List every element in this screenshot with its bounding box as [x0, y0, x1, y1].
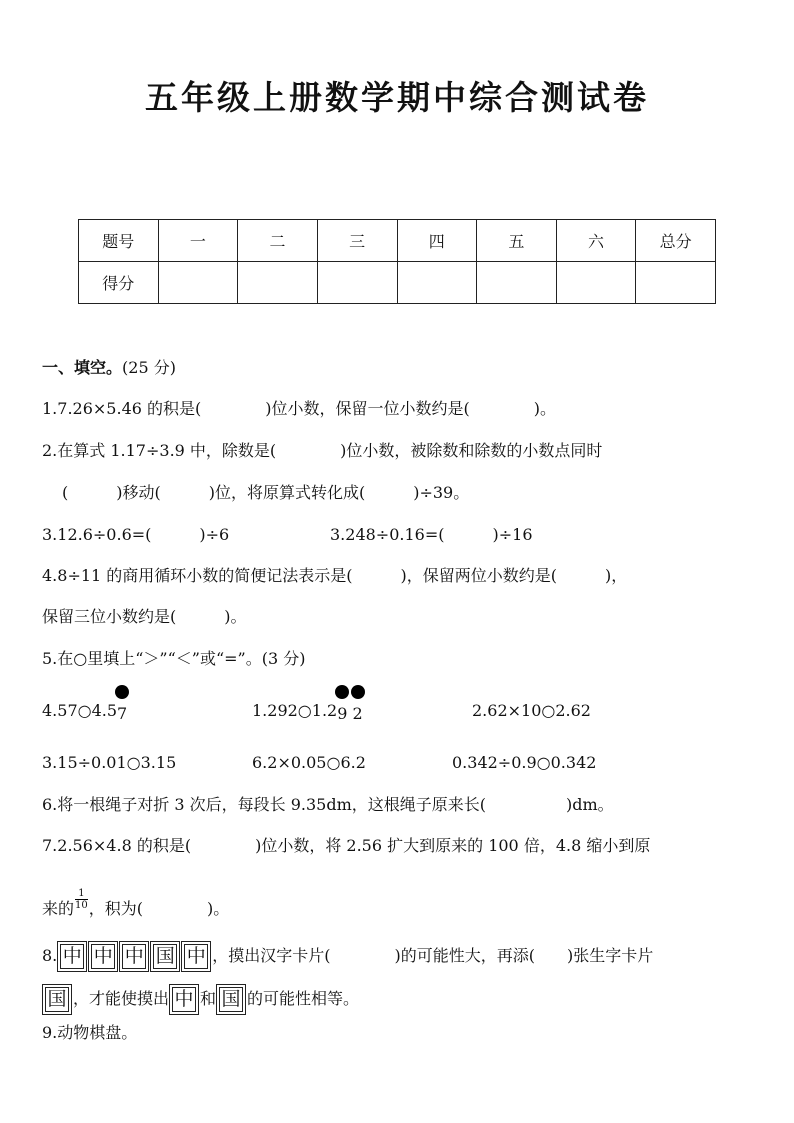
score-cell[interactable] [556, 262, 636, 304]
question-9: 9.动物棋盘。 [42, 1023, 138, 1042]
header-cell: 五 [477, 220, 557, 262]
repeating-digit: 2 [353, 700, 363, 722]
header-cell: 四 [397, 220, 477, 262]
question-5: 5.在○里填上“＞”“＜”或“=”。(3 分) [42, 649, 306, 668]
score-table [78, 219, 716, 304]
score-cell[interactable] [317, 262, 397, 304]
char-card: 中 [119, 941, 149, 972]
char-card: 国 [150, 941, 180, 972]
header-cell: 二 [238, 220, 318, 262]
question-2-line-1: 2.在算式 1.17÷3.9 中，除数是( )位小数，被除数和除数的小数点同时 [42, 441, 603, 460]
repeating-dot-icon [335, 685, 349, 699]
question-7-line-2: 来的 $\frac{1}{10}$ ，积为( )。 [42, 888, 230, 918]
question-3-part-b: 3.248÷0.16=( )÷16 [330, 525, 533, 544]
score-cell[interactable] [238, 262, 318, 304]
header-cell: 总分 [636, 220, 716, 262]
score-cell[interactable] [477, 262, 557, 304]
char-card: 中 [169, 984, 199, 1015]
question-1: 1.7.26×5.46 的积是( )位小数，保留一位小数约是( )。 [42, 399, 556, 418]
section-points: (25 分) [122, 358, 176, 377]
score-table-score-row [79, 262, 716, 304]
compare-expr: 4.57○4.5 [42, 701, 118, 720]
compare-expr: 1.292○1.2 [252, 701, 338, 720]
score-table-header-row [79, 220, 716, 262]
repeating-dot-icon [351, 685, 365, 699]
compare-item-b [252, 700, 363, 722]
question-2-line-2: ( )移动( )位，将原算式转化成( )÷39。 [62, 483, 470, 502]
section-heading [42, 357, 176, 379]
char-card: 中 [181, 941, 211, 972]
repeating-digit: 7 [117, 700, 127, 722]
header-cell: 三 [317, 220, 397, 262]
question-7-line-1: 7.2.56×4.8 的积是( )位小数，将 2.56 扩大到原来的 100 倍，4.8 缩小到原 [42, 836, 651, 855]
page-title: 五年级上册数学期中综合测试卷 [145, 78, 649, 117]
compare-item-a [42, 700, 127, 722]
header-cell: 六 [556, 220, 636, 262]
repeating-dot-icon [115, 685, 129, 699]
fraction: $\frac{1}{10}$ [75, 888, 88, 911]
char-card: 中 [88, 941, 118, 972]
question-6: 6.将一根绳子对折 3 次后，每段长 9.35dm，这根绳子原来长( )dm。 [42, 795, 614, 814]
char-card: 国 [216, 984, 246, 1015]
char-card: 国 [42, 984, 72, 1015]
score-cell[interactable] [397, 262, 477, 304]
header-cell: 一 [158, 220, 238, 262]
score-cell[interactable] [636, 262, 716, 304]
compare-item-c: 2.62×10○2.62 [472, 701, 591, 720]
repeating-digit: 9 [337, 700, 347, 722]
compare-item-f: 0.342÷0.9○0.342 [452, 753, 597, 772]
question-4-line-1: 4.8÷11 的商用循环小数的简便记法表示是( )，保留两位小数约是( )， [42, 566, 628, 585]
header-cell: 题号 [79, 220, 159, 262]
compare-item-e: 6.2×0.05○6.2 [252, 753, 366, 772]
question-8-line-1: 8. 中 中 中 国 中 ，摸出汉字卡片( )的可能性大，再添( )张生字卡片 [42, 941, 653, 972]
question-3-part-a: 3.12.6÷0.6=( )÷6 [42, 525, 230, 544]
section-title: 一、填空。 [42, 358, 123, 377]
row-label: 得分 [79, 262, 159, 304]
question-4-line-2: 保留三位小数约是( )。 [42, 607, 247, 626]
compare-item-d: 3.15÷0.01○3.15 [42, 753, 177, 772]
score-cell[interactable] [158, 262, 238, 304]
char-card: 中 [57, 941, 87, 972]
question-8-line-2: 国 ，才能使摸出 中 和 国 的可能性相等。 [42, 984, 359, 1015]
